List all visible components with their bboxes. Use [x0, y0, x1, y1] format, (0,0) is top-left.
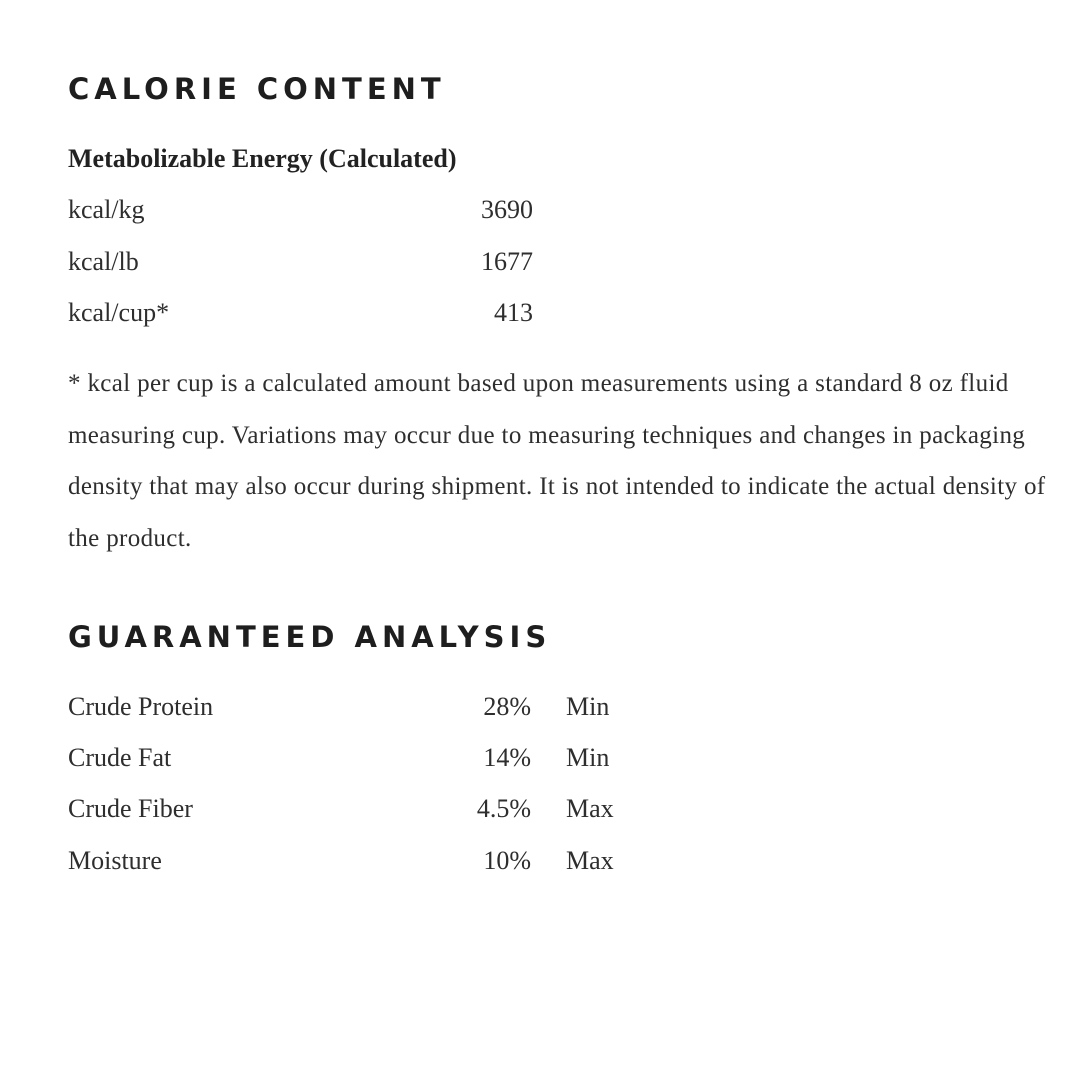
calorie-row-label: kcal/kg	[68, 195, 145, 224]
calorie-row	[68, 297, 533, 329]
calorie-row	[68, 194, 533, 226]
calorie-row-value: 1677	[481, 247, 533, 276]
analysis-row	[68, 742, 616, 774]
calorie-content-heading: CALORIE CONTENT	[68, 72, 446, 106]
kcal-per-cup-footnote: * kcal per cup is a calculated amount based upon measurements using a standard 8 oz fluid measuring cup. Variations may occur due to measuring techniques and changes in packaging density that may also occur during shipment. It is not intended to indicate the actual density of the product.	[68, 370, 1046, 552]
guaranteed-analysis-heading: GUARANTEED ANALYSIS	[68, 620, 552, 654]
analysis-row-label: Crude Fat	[68, 743, 172, 772]
analysis-row-unit: Min	[566, 692, 610, 721]
metabolizable-energy-subheading: Metabolizable Energy (Calculated)	[68, 144, 457, 173]
analysis-row-label: Moisture	[68, 846, 162, 875]
analysis-row-unit: Max	[566, 794, 614, 823]
analysis-row-unit: Max	[566, 846, 614, 875]
analysis-row	[68, 691, 616, 723]
analysis-row-value: 10%	[483, 846, 531, 875]
calorie-row-value: 3690	[481, 195, 533, 224]
analysis-row-value: 4.5%	[476, 794, 531, 823]
analysis-row-label: Crude Fiber	[68, 794, 193, 823]
analysis-row-value: 28%	[483, 692, 531, 721]
calorie-row-value: 413	[494, 298, 533, 327]
analysis-row-value: 14%	[483, 743, 531, 772]
calorie-row-label: kcal/lb	[68, 247, 139, 276]
calorie-row-label: kcal/cup*	[68, 298, 170, 327]
analysis-row	[68, 845, 616, 877]
analysis-row-unit: Min	[566, 743, 610, 772]
analysis-row	[68, 793, 616, 825]
calorie-row	[68, 246, 533, 278]
analysis-row-label: Crude Protein	[68, 692, 214, 721]
